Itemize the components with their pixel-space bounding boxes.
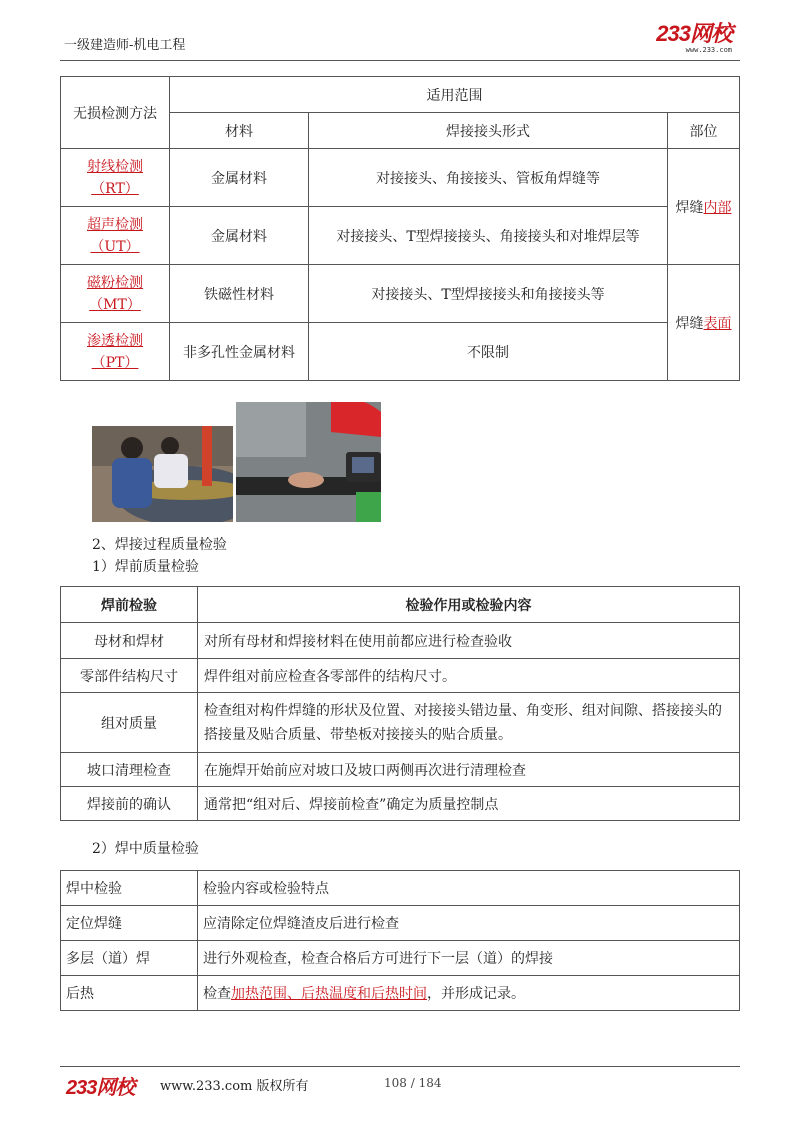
content-cell: 焊件组对前应检查各零部件的结构尺寸。: [198, 659, 740, 693]
material-cell: 非多孔性金属材料: [170, 323, 309, 381]
col-header: 焊前检验: [61, 587, 198, 623]
content-cell: 检查组对构件焊缝的形状及位置、对接接头错边量、角变形、组对间隙、搭接接头的搭接量及贴合质量、带垫板对接接头的贴合质量。: [198, 693, 740, 753]
table-row: [61, 906, 740, 941]
joint-cell: 对接接头、角接接头、管板角焊缝等: [309, 149, 668, 207]
table-row: [61, 623, 740, 659]
subsection-heading: 1）焊前质量检验: [92, 559, 199, 575]
col-header: 焊中检验: [61, 871, 198, 906]
inspection-photo-right: [236, 402, 381, 522]
table-row: [61, 693, 740, 753]
content-cell: 进行外观检查，检查合格后方可进行下一层（道）的焊接: [198, 941, 740, 976]
item-cell: 坡口清理检查: [61, 753, 198, 787]
position-highlight: 表面: [703, 315, 732, 332]
position-prefix: 焊缝: [675, 199, 704, 216]
method-abbr: （PT）: [91, 354, 139, 371]
col-method-header: 无损检测方法: [61, 77, 170, 149]
position-internal-cell: [668, 149, 740, 265]
item-cell: 多层（道）焊: [61, 941, 198, 976]
header-divider: [60, 60, 740, 61]
item-cell: 焊接前的确认: [61, 787, 198, 821]
inspection-photo-left: [92, 426, 233, 522]
logo-text: 233网校: [656, 21, 732, 46]
method-cell: [61, 323, 170, 381]
item-cell: 后热: [61, 976, 198, 1011]
method-name[interactable]: 超声检测: [87, 216, 143, 233]
section-heading: 2、焊接过程质量检验: [92, 537, 227, 553]
col-position-header: 部位: [668, 113, 740, 149]
item-cell: 母材和焊材: [61, 623, 198, 659]
subsection-heading: 2）焊中质量检验: [92, 841, 199, 857]
method-cell: [61, 207, 170, 265]
method-abbr: （UT）: [90, 238, 140, 255]
method-name[interactable]: 磁粉检测: [87, 274, 143, 291]
col-scope-header: 适用范围: [170, 77, 740, 113]
item-cell: 组对质量: [61, 693, 198, 753]
logo-url: www.233.com: [685, 46, 732, 54]
table-row: [61, 149, 740, 207]
joint-cell: 对接接头、T型焊接接头和角接接头等: [309, 265, 668, 323]
material-cell: 金属材料: [170, 149, 309, 207]
footer-divider: [60, 1066, 740, 1067]
header-logo: [656, 22, 732, 54]
table-row: [61, 323, 740, 381]
content-cell: 在施焊开始前应对坡口及坡口两侧再次进行清理检查: [198, 753, 740, 787]
footer-copyright: www.233.com 版权所有: [160, 1079, 309, 1094]
material-cell: 铁磁性材料: [170, 265, 309, 323]
method-cell: [61, 149, 170, 207]
table-row: [61, 207, 740, 265]
table-row: [61, 753, 740, 787]
ndt-method-table: [60, 76, 740, 381]
content-cell: 通常把“组对后、焊接前检查”确定为质量控制点: [198, 787, 740, 821]
table-row: [61, 787, 740, 821]
table-row: [61, 659, 740, 693]
content-cell: [198, 976, 740, 1011]
pre-weld-inspection-table: [60, 586, 740, 821]
content-cell: 应清除定位焊缝渣皮后进行检查: [198, 906, 740, 941]
table-row: [61, 265, 740, 323]
joint-cell: 对接接头、T型焊接接头、角接接头和对堆焊层等: [309, 207, 668, 265]
content-highlight: 加热范围、后热温度和后热时间: [231, 986, 427, 1002]
position-highlight: 内部: [703, 199, 732, 216]
header-title: 一级建造师-机电工程: [64, 38, 186, 53]
material-cell: 金属材料: [170, 207, 309, 265]
content-prefix: 检查: [203, 986, 231, 1002]
col-header: 检验作用或检验内容: [198, 587, 740, 623]
col-material-header: 材料: [170, 113, 309, 149]
table-row: [61, 941, 740, 976]
method-name[interactable]: 渗透检测: [87, 332, 143, 349]
table-row: [61, 976, 740, 1011]
page-number: 108 / 184: [384, 1076, 442, 1090]
position-prefix: 焊缝: [675, 315, 704, 332]
method-abbr: （MT）: [89, 296, 141, 313]
content-suffix: ，并形成记录。: [427, 986, 525, 1002]
item-cell: 定位焊缝: [61, 906, 198, 941]
joint-cell: 不限制: [309, 323, 668, 381]
col-joint-header: 焊接接头形式: [309, 113, 668, 149]
method-cell: [61, 265, 170, 323]
item-cell: 零部件结构尺寸: [61, 659, 198, 693]
method-abbr: （RT）: [91, 180, 139, 197]
mid-weld-inspection-table: [60, 870, 740, 1011]
position-surface-cell: [668, 265, 740, 381]
col-header: 检验内容或检验特点: [198, 871, 740, 906]
footer-logo: 233网校: [66, 1077, 135, 1099]
method-name[interactable]: 射线检测: [87, 158, 143, 175]
content-cell: 对所有母材和焊接材料在使用前都应进行检查验收: [198, 623, 740, 659]
